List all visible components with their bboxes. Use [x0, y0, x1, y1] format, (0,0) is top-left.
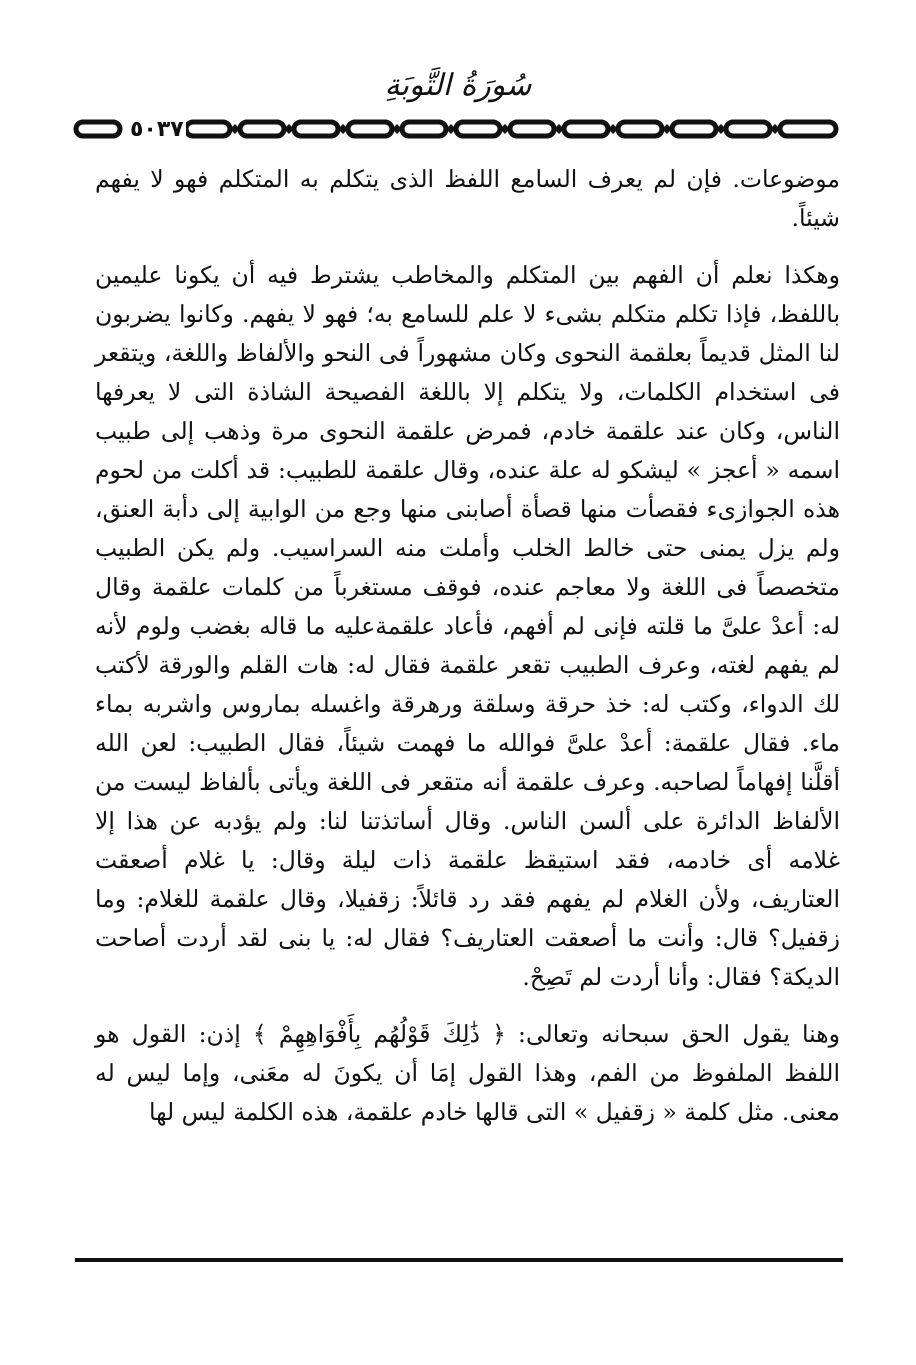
- page-header: [0, 58, 916, 118]
- footer-rule: [75, 1258, 843, 1262]
- page-number: ٥٠٣٧: [130, 117, 184, 142]
- paragraph: وهكذا نعلم أن الفهم بين المتكلم والمخاطب يشترط فيه أن يكونا عليمين باللفظ، فإذا تكلم متكلم بشىء لا علم للسامع به؛ فهو لا يفهم. وكانوا يضربون لنا المثل قديماً بعلقمة النحوى وكان مشهوراً فى النحو والألفاظ واللغة، ويتقعر فى استخدام الكلمات، ولا يتكلم إلا باللغة الفصيحة الشاذة التى لا يعرفها الناس، وكان عند علقمة خادم، فمرض علقمة النحوى مرة وذهب إلى طبيب اسمه « أعجز » ليشكو له علة عنده، وقال علقمة للطبيب: قد أكلت من لحوم هذه الجوازىء فقصأت منها قصأة أصابنى منها وجع من الوابية إلى دأبة العنق، ولم يزل يمنى حتى خالط الخلب وأملت منه السراسيب. ولم يكن الطبيب متخصصاً فى اللغة ولا معاجم عنده، فوقف مستغرباً من كلمات علقمة وقال له: أعدْ علىَّ ما قلته فإنى لم أفهم، فأعاد علقمةعليه ما قاله بغضب ولوم لأنه لم يفهم لغته، وعرف الطبيب تقعر علقمة فقال له: هات القلم والورقة لأكتب لك الدواء، وكتب له: خذ حرقة وسلقة ورهرقة واغسله بماروس واشربه بماء ماء. فقال علقمة: أعدْ علىَّ فوالله ما فهمت شيئاً، فقال الطبيب: لعن الله أقلَّنا إفهاماً لصاحبه. وعرف علقمة أنه متقعر فى اللغة ويأتى بألفاظ ليست من الألفاظ الدائرة على ألسن الناس. وقال أساتذتنا لنا: ولم يؤدبه عن هذا إلا غلامه أى خادمه، فقد استيقظ علقمة ذات ليلة وقال: يا غلام أصعقت العتاريف، ولأن الغلام لم يفهم فقد رد قائلاً: زقفيلا، وقال علقمة للغلام: وما زقفيل؟ قال: وأنت ما أصعقت العتاريف؟ فقال له: يا بنى لقد أردت أصاحت الديكة؟ فقال: وأنا أردت لم تَصِحْ.: [95, 261, 840, 991]
- surah-title: سُورَةُ التَّوبَةِ: [384, 68, 532, 103]
- main-text: [95, 160, 840, 1150]
- paragraph: موضوعات. فإن لم يعرف السامع اللفظ الذى يتكلم به المتكلم فهو لا يفهم شيئاً.: [95, 165, 840, 232]
- decorative-border: [72, 115, 842, 143]
- paragraph: وهنا يقول الحق سبحانه وتعالى: ﴿ ذَٰلِكَ قَوْلُهُم بِأَفْوَاهِهِمْ ﴾ إذن: القول هو اللفظ الملفوظ من الفم، وهذا القول إمَا أن يكونَ له معَنى، وإما ليس له معنى. مثل كلمة « زقفيل » التى قالها خادم علقمة، هذه الكلمة ليس لها: [95, 1020, 840, 1126]
